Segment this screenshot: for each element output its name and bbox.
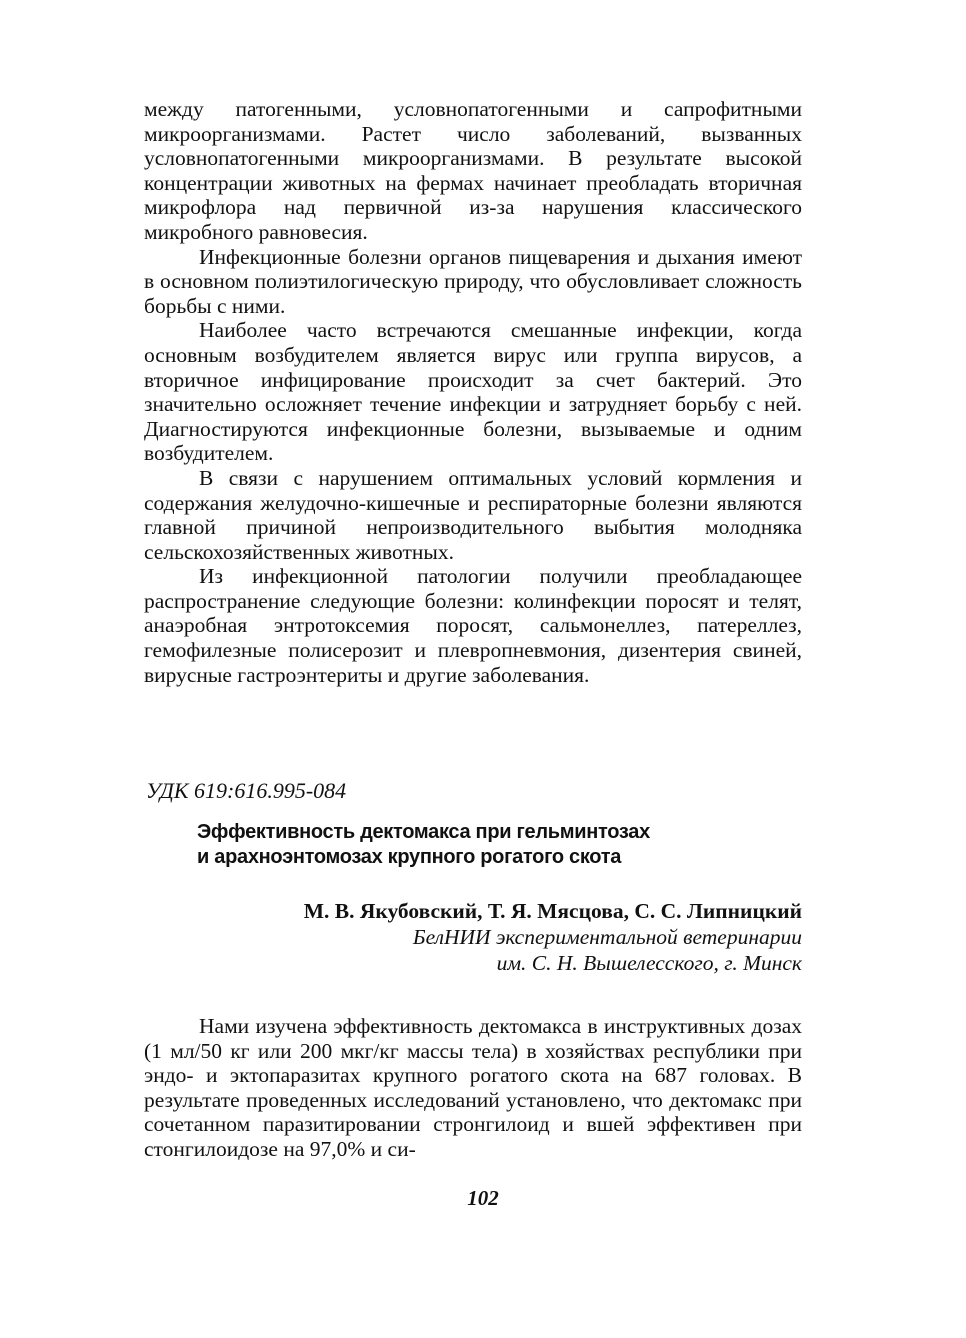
abstract-paragraph: Нами изучена эффективность дектомакса в инструктивных дозах (1 мл/50 кг или 200 мкг/кг массы тела) в хозяйствах республики при эндо- и эктопаразитах крупного рогатого скота на 687 головах. В результате проведенных исследований установлено, что дектомакс при сочетанном паразитировании стронгилоид и вшей эффективен при стонгилоидозе на 97,0% и си- [144,1014,802,1161]
paragraph-1: между патогенными, условнопатогенными и сапрофитными микроорганизмами. Растет число заболеваний, вызванных условнопатогенными микроорганизмами. В результате высокой концентрации животных на фермах начинает преобладать вторичная микрофлора над первичной из-за нарушения классического микробного равновесия. [144,97,802,244]
paragraph-3: Наиболее часто встречаются смешанные инфекции, когда основным возбудителем является вирус или группа вирусов, а вторичное инфицирование происходит за счет бактерий. Это значительно осложняет течение инфекции и затрудняет борьбу с ней. Диагностируются инфекционные болезни, вызываемые и одним возбудителем. [144,318,802,466]
udk-code: УДК 619:616.995-084 [146,778,347,803]
author-names: М. В. Якубовский, Т. Я. Мясцова, С. С. Липницкий [303,899,802,923]
paragraph-2: Инфекционные болезни органов пищеварения и дыхания имеют в основном полиэтилогическую природу, что обусловливает сложность борьбы с ними. [144,244,802,318]
article-title [197,820,650,870]
paragraph-4: В связи с нарушением оптимальных условий кормления и содержания желудочно-кишечные и респираторные болезни являются главной причиной непроизводительного выбытия молодняка сельскохозяйственных животных. [144,465,802,564]
page-number: 102 [467,1186,499,1210]
body-text-top [144,97,802,687]
affiliation-line-2: им. С. Н. Вышелесского, г. Минск [496,951,802,975]
affiliation-line-1: БелНИИ экспериментальной ветеринарии [412,925,802,949]
article-title-line-2: и арахноэнтомозах крупного рогатого скота [197,846,622,868]
article-title-line-1: Эффективность дектомакса при гельминтозах [197,821,650,843]
abstract-text [144,1014,802,1162]
paragraph-5: Из инфекционной патологии получили преобладающее распространение следующие болезни: колинфекции поросят и телят, анаэробная энтротоксемия поросят, сальмонеллез, патереллез, гемофилезные полисерозит и плевропневмония, дизентерия свиней, вирусные гастроэнтериты и другие заболевания. [144,564,802,687]
article-byline [304,898,802,976]
